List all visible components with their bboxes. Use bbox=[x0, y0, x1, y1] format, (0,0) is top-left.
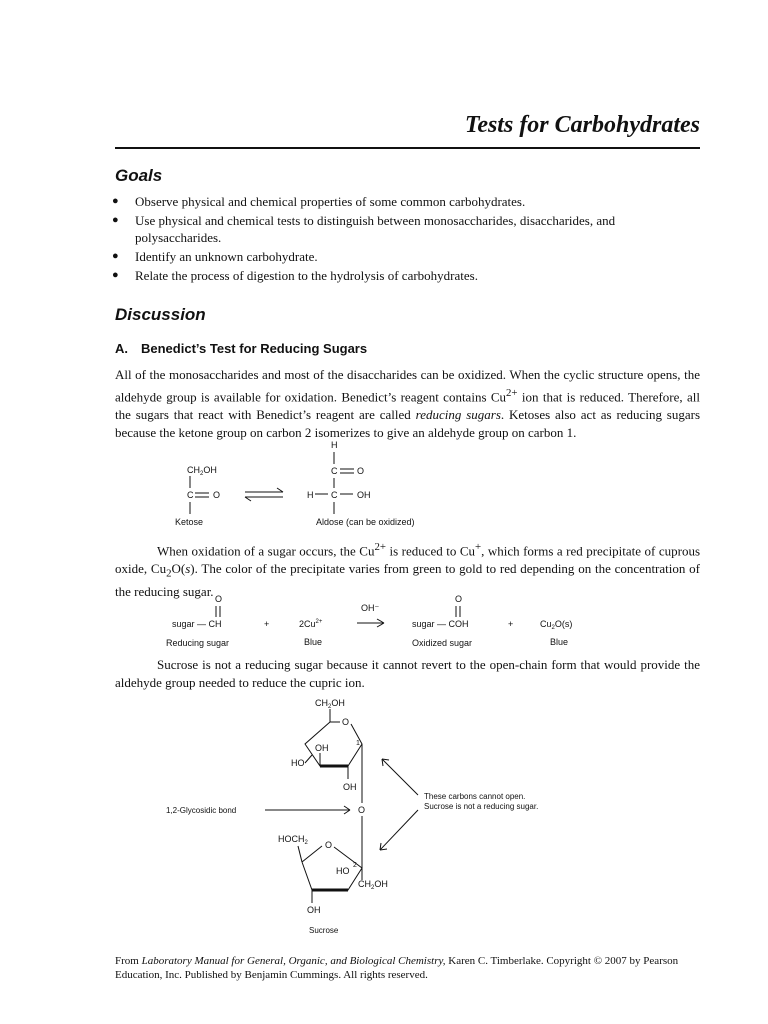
goal-item: ● Use physical and chemical tests to distinguish between monosaccharides, disaccharides, and polysaccharides. bbox=[112, 212, 702, 246]
equation-copper-ion: $2Cu^{2+}$ bbox=[299, 619, 323, 629]
arrow-head bbox=[344, 806, 350, 810]
equation-sugar-aldehyde: sugar — CH bbox=[172, 619, 222, 629]
aldose-hydrogen-left: H bbox=[307, 490, 314, 500]
carbon-2-label: 2 bbox=[353, 862, 357, 869]
section-title: Benedict’s Test for Reducing Sugars bbox=[141, 341, 368, 356]
subscript: 2 bbox=[166, 567, 172, 580]
glucose-oh-1: OH bbox=[315, 743, 329, 753]
label-reducing-sugar: Reducing sugar bbox=[166, 638, 230, 648]
text-run: From bbox=[115, 955, 142, 967]
equation-plus: + bbox=[508, 619, 514, 629]
aldose-oxygen: O bbox=[357, 466, 365, 476]
page-title: Tests for Carbohydrates bbox=[464, 112, 700, 138]
ketose-carbon: C bbox=[187, 490, 194, 500]
text-run: ion that is reduced. Therefore, all the sugars that react with Benedict’s reagent are called bbox=[115, 389, 700, 423]
goal-item: ● Observe physical and chemical properties of some common carbohydrates. bbox=[112, 193, 702, 210]
aldose-carbon-center: C bbox=[331, 490, 338, 500]
text-run: is reduced to Cu bbox=[386, 543, 475, 559]
note-line-1: These carbons cannot open. bbox=[424, 792, 526, 801]
equation-cuprous-oxide: $Cu_2O(s)$ bbox=[540, 619, 573, 631]
glucose-ch2oh: $CH_2OH$ bbox=[315, 698, 345, 710]
text-run: . Ketoses also act as reducing sugars because the ketone group on carbon 2 isomerizes to give an aldehyde group on carbon 1. bbox=[115, 407, 701, 441]
text-run: All of the monosaccharides and most of the disaccharides can be oxidized. When the cyclic structure opens, the aldehyde group is available for oxidation. Benedict’s reagent contains Cu bbox=[115, 367, 700, 405]
ketose-label: Ketose bbox=[175, 517, 204, 527]
book-title: Laboratory Manual for General, Organic, and Biological Chemistry, bbox=[141, 955, 446, 967]
note-line-2: Sucrose is not a reducing sugar. bbox=[424, 802, 539, 811]
copyright-footer bbox=[115, 954, 705, 982]
fructose-hoch2: $HOCH_2$ bbox=[278, 834, 308, 846]
paragraph-sucrose: Sucrose is not a reducing sugar because it cannot revert to the open-chain form that would provide the aldehyde group needed to reduce the cupric ion. bbox=[115, 657, 700, 690]
label-blue-reactant: Blue bbox=[304, 637, 323, 647]
equation-plus: + bbox=[264, 619, 270, 629]
fructose-ho: HO bbox=[336, 866, 350, 876]
aldose-oh: OH bbox=[357, 490, 371, 500]
text-run: Karen C. Timberlake. Copyright © 2007 by Pearson Education, Inc. Published by Benjamin Cummings. All rights reserved. bbox=[115, 955, 679, 981]
emphasis: reducing sugars bbox=[415, 407, 501, 423]
bond-line bbox=[298, 846, 302, 862]
section-letter: A. bbox=[115, 341, 128, 356]
superscript: 2+ bbox=[506, 387, 518, 399]
text-run: , which forms a red precipitate of cuprous oxide, Cu bbox=[115, 543, 701, 577]
glycosidic-oxygen: O bbox=[358, 805, 366, 815]
aldose-carbon-top: C bbox=[331, 466, 338, 476]
emphasis: s bbox=[185, 561, 191, 577]
text-run: When oxidation of a sugar occurs, the Cu bbox=[157, 543, 375, 559]
aldose-label: Aldose (can be oxidized) bbox=[316, 517, 415, 527]
arrow-head bbox=[344, 810, 350, 814]
discussion-heading: Discussion bbox=[115, 305, 206, 324]
superscript: + bbox=[475, 541, 482, 553]
ketose-ch2oh: $CH_2OH$ bbox=[187, 465, 217, 477]
glucose-oh-2: OH bbox=[343, 782, 357, 792]
goals-heading: Goals bbox=[115, 166, 163, 185]
ketose-oxygen: O bbox=[213, 490, 221, 500]
goal-item: ● Identify an unknown carbohydrate. bbox=[112, 248, 702, 265]
fructose-oh: OH bbox=[307, 905, 321, 915]
glucose-ring-oxygen: O bbox=[342, 717, 350, 727]
fructose-ch2oh: $CH_2OH$ bbox=[358, 879, 388, 891]
goal-item: ● Relate the process of digestion to the hydrolysis of carbohydrates. bbox=[112, 267, 702, 284]
text-run: O( bbox=[171, 561, 186, 577]
equation-oxidized-sugar: sugar — COH bbox=[412, 619, 469, 629]
sucrose-caption: Sucrose bbox=[309, 926, 339, 935]
note-arrow-lower bbox=[380, 810, 418, 850]
carbon-1-label: 1 bbox=[356, 740, 360, 747]
glucose-ring bbox=[305, 722, 362, 766]
equation-catalyst: OH⁻ bbox=[361, 603, 380, 613]
superscript: 2+ bbox=[374, 541, 386, 553]
equation-carbonyl-oxygen-right: O bbox=[455, 594, 463, 604]
bond-line bbox=[305, 755, 312, 763]
note-arrow-upper bbox=[382, 759, 418, 795]
glucose-ho: HO bbox=[291, 758, 305, 768]
text-run: ). The color of the precipitate varies from green to gold to red depending on the concentration of the reducing sugar. bbox=[115, 561, 700, 599]
glycosidic-bond-label: 1,2-Glycosidic bond bbox=[166, 806, 237, 815]
equation-carbonyl-oxygen-left: O bbox=[215, 594, 223, 604]
fructose-ring-oxygen: O bbox=[325, 840, 333, 850]
label-oxidized-sugar: Oxidized sugar bbox=[412, 638, 473, 648]
aldose-hydrogen-top: H bbox=[331, 440, 338, 450]
label-blue-product: Blue bbox=[550, 637, 569, 647]
